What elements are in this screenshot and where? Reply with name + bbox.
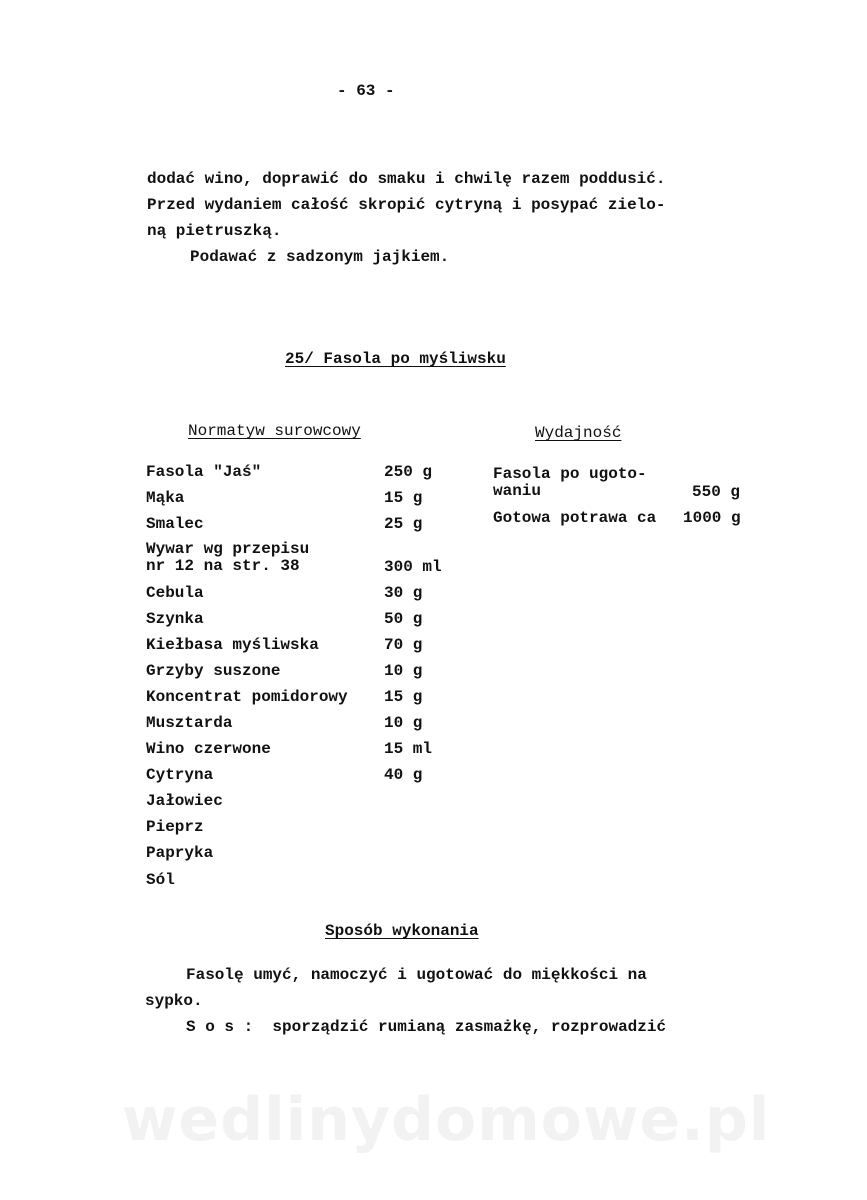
ingredient-name: Cytryna — [146, 766, 214, 784]
ingredient-name: Grzyby suszone — [146, 662, 281, 680]
ingredient-name: Smalec — [146, 515, 204, 533]
method-line: S o s : sporządzić rumianą zasmażkę, rozprowadzić — [186, 1018, 667, 1036]
method-heading: Sposób wykonania — [325, 922, 479, 940]
ingredient-name: Szynka — [146, 610, 204, 628]
yield-qty: 550 g — [692, 483, 741, 501]
ingredient-qty: 50 g — [384, 610, 423, 628]
ingredient-qty: 250 g — [384, 463, 433, 481]
ingredient-qty: 15 ml — [384, 740, 433, 758]
yield-name: Fasola po ugoto- waniu — [493, 465, 647, 500]
ingredient-name: Sól — [146, 871, 175, 889]
yield-qty: 1000 g — [683, 509, 741, 527]
method-line: Fasolę umyć, namoczyć i ugotować do miękkości na — [186, 966, 647, 984]
yield-heading: Wydajność — [535, 424, 622, 442]
intro-line: ną pietruszką. — [147, 222, 282, 240]
watermark: wedlinydomowe.pl — [122, 1085, 771, 1155]
ingredient-name: Kiełbasa myśliwska — [146, 636, 319, 654]
ingredients-heading: Normatyw surowcowy — [188, 422, 361, 440]
method-line: sypko. — [145, 992, 203, 1010]
yield-name: Gotowa potrawa ca — [493, 509, 657, 527]
ingredient-qty: 15 g — [384, 688, 423, 706]
ingredient-qty: 40 g — [384, 766, 423, 784]
ingredient-qty: 10 g — [384, 714, 423, 732]
ingredient-qty: 300 ml — [384, 558, 442, 576]
ingredient-name: Wywar wg przepisu nr 12 na str. 38 — [146, 540, 310, 575]
ingredient-name: Mąka — [146, 489, 185, 507]
ingredient-name: Cebula — [146, 584, 204, 602]
ingredient-qty: 30 g — [384, 584, 423, 602]
ingredient-qty: 25 g — [384, 515, 423, 533]
ingredient-qty: 70 g — [384, 636, 423, 654]
intro-line: Przed wydaniem całość skropić cytryną i posypać zielo- — [147, 196, 666, 214]
ingredient-qty: 10 g — [384, 662, 423, 680]
serving-note: Podawać z sadzonym jajkiem. — [190, 248, 450, 266]
ingredient-name: Fasola "Jaś" — [146, 463, 262, 481]
intro-line: dodać wino, doprawić do smaku i chwilę razem poddusić. — [147, 170, 666, 188]
ingredient-name: Musztarda — [146, 714, 233, 732]
ingredient-qty: 15 g — [384, 489, 423, 507]
ingredient-name: Jałowiec — [146, 792, 223, 810]
ingredient-name: Pieprz — [146, 818, 204, 836]
recipe-title: 25/ Fasola po myśliwsku — [285, 350, 506, 368]
ingredient-name: Papryka — [146, 844, 214, 862]
page-number: - 63 - — [337, 82, 395, 100]
ingredient-name: Koncentrat pomidorowy — [146, 688, 348, 706]
ingredient-name: Wino czerwone — [146, 740, 271, 758]
